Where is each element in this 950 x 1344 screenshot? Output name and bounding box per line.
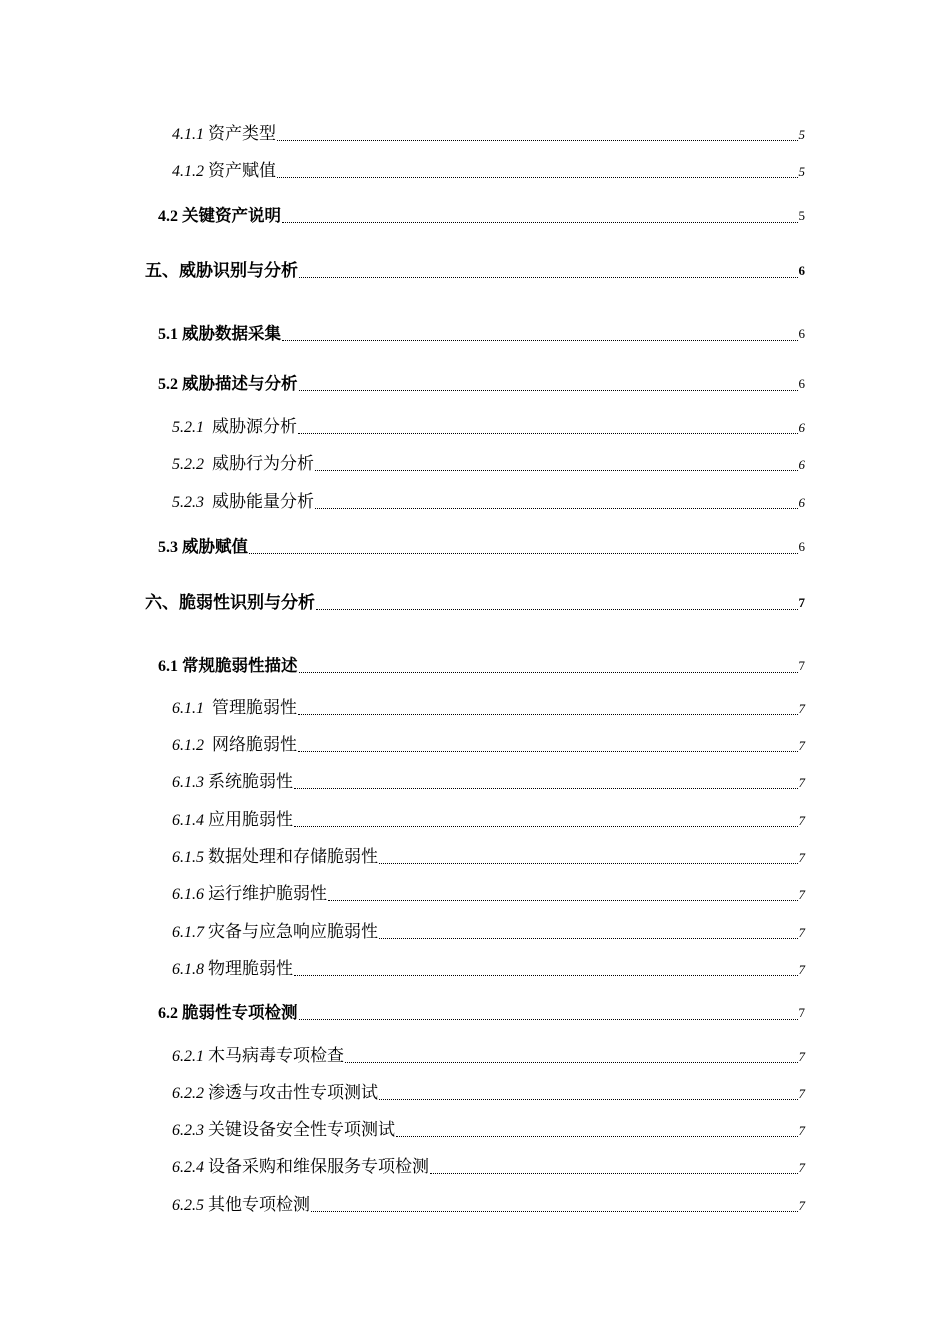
toc-entry-6-1[interactable] <box>158 654 805 676</box>
toc-number: 5.2 <box>158 376 182 393</box>
toc-entry-6-1-5[interactable] <box>172 845 805 867</box>
toc-leader <box>299 672 798 673</box>
toc-leader <box>396 1136 798 1137</box>
toc-entry-5-2-1[interactable] <box>172 415 805 437</box>
toc-page-number: 5 <box>798 127 805 142</box>
toc-page-number: 6 <box>798 376 805 391</box>
toc-page-number: 7 <box>798 1160 805 1175</box>
toc-entry-6-2-5[interactable] <box>172 1193 805 1215</box>
toc-entry-6-2[interactable] <box>158 1001 805 1023</box>
toc-number: 5.1 <box>158 326 182 343</box>
toc-entry-6-1-7[interactable] <box>172 920 805 942</box>
toc-title: 资产类型 <box>208 124 276 144</box>
toc-entry-6-2-2[interactable] <box>172 1081 805 1103</box>
toc-leader <box>294 788 798 789</box>
toc-number: 4.1.2 <box>172 163 208 180</box>
toc-number: 5.2.1 <box>172 419 212 436</box>
toc-leader <box>311 1211 798 1212</box>
toc-page-number: 6 <box>798 326 805 341</box>
toc-page-number: 5 <box>798 164 805 179</box>
toc-entry-5-3[interactable] <box>158 535 805 557</box>
toc-leader <box>294 975 798 976</box>
toc-leader <box>316 609 798 610</box>
toc-title: 常规脆弱性描述 <box>182 656 298 675</box>
toc-page-number: 7 <box>798 1049 805 1064</box>
toc-page-number: 7 <box>798 595 805 610</box>
toc-title: 应用脆弱性 <box>208 810 293 830</box>
toc-number: 6.1 <box>158 658 182 675</box>
toc-page-number: 6 <box>798 495 805 510</box>
toc-entry-6-1-1[interactable] <box>172 696 805 718</box>
toc-title: 系统脆弱性 <box>208 772 293 792</box>
toc-title: 管理脆弱性 <box>212 698 297 718</box>
toc-title: 威胁赋值 <box>182 537 248 556</box>
toc-page-number: 6 <box>798 263 805 278</box>
toc-entry-4-2[interactable] <box>158 204 805 226</box>
toc-entry-6-1-4[interactable] <box>172 808 805 830</box>
toc-page-number: 7 <box>798 658 805 673</box>
toc-entry-6-2-3[interactable] <box>172 1118 805 1140</box>
toc-leader <box>277 140 798 141</box>
toc-entry-5-1[interactable] <box>158 322 805 344</box>
toc-leader <box>379 1099 798 1100</box>
toc-number: 6.2.2 <box>172 1085 208 1102</box>
toc-number: 5.2.2 <box>172 456 212 473</box>
toc-page-number: 7 <box>798 738 805 753</box>
toc-leader <box>299 390 798 391</box>
toc-leader <box>345 1062 798 1063</box>
toc-title: 网络脆弱性 <box>212 735 297 755</box>
toc-number: 6.1.3 <box>172 774 208 791</box>
toc-leader <box>294 826 798 827</box>
toc-title: 脆弱性专项检测 <box>182 1003 298 1022</box>
toc-leader <box>277 177 798 178</box>
toc-title: 五、威胁识别与分析 <box>145 261 298 281</box>
toc-entry-chapter-5[interactable] <box>145 259 805 281</box>
toc-entry-6-2-1[interactable] <box>172 1044 805 1066</box>
toc-page-number: 7 <box>798 1123 805 1138</box>
toc-entry-4-1-2[interactable] <box>172 159 805 181</box>
toc-leader <box>249 553 798 554</box>
toc-title: 其他专项检测 <box>208 1195 310 1215</box>
toc-leader <box>299 277 798 278</box>
toc-number: 4.1.1 <box>172 126 208 143</box>
toc-title: 灾备与应急响应脆弱性 <box>208 922 378 942</box>
toc-leader <box>328 900 798 901</box>
toc-number: 6.1.7 <box>172 924 208 941</box>
toc-leader <box>430 1173 798 1174</box>
toc-leader <box>282 222 798 223</box>
toc-leader <box>298 433 798 434</box>
toc-number: 6.1.5 <box>172 849 208 866</box>
toc-leader <box>298 751 798 752</box>
toc-entry-6-2-4[interactable] <box>172 1155 805 1177</box>
toc-number: 6.1.6 <box>172 886 208 903</box>
toc-number: 6.2 <box>158 1005 182 1022</box>
toc-leader <box>298 714 798 715</box>
toc-number: 5.3 <box>158 539 182 556</box>
toc-title: 运行维护脆弱性 <box>208 884 327 904</box>
toc-number: 6.1.1 <box>172 700 212 717</box>
toc-title: 物理脆弱性 <box>208 959 293 979</box>
toc-page-number: 7 <box>798 775 805 790</box>
toc-page-number: 6 <box>798 420 805 435</box>
toc-number: 6.1.2 <box>172 737 212 754</box>
toc-entry-6-1-6[interactable] <box>172 882 805 904</box>
toc-leader <box>315 470 798 471</box>
toc-number: 4.2 <box>158 208 182 225</box>
toc-number: 6.2.4 <box>172 1159 208 1176</box>
toc-title: 威胁数据采集 <box>182 324 281 343</box>
toc-title: 木马病毒专项检查 <box>208 1046 344 1066</box>
toc-title: 威胁能量分析 <box>212 492 314 512</box>
toc-entry-6-1-2[interactable] <box>172 733 805 755</box>
toc-title: 威胁行为分析 <box>212 454 314 474</box>
toc-leader <box>299 1019 798 1020</box>
toc-page-number: 7 <box>798 1198 805 1213</box>
toc-page-number: 7 <box>798 925 805 940</box>
toc-title: 关键设备安全性专项测试 <box>208 1120 395 1140</box>
toc-leader <box>282 340 798 341</box>
toc-number: 6.1.4 <box>172 812 208 829</box>
toc-entry-5-2-3[interactable] <box>172 490 805 512</box>
toc-page-number: 6 <box>798 457 805 472</box>
toc-title: 资产赋值 <box>208 161 276 181</box>
toc-entry-chapter-6[interactable] <box>145 591 805 613</box>
toc-page-number: 7 <box>798 962 805 977</box>
toc-page-number: 5 <box>798 208 805 223</box>
toc-page-number: 7 <box>798 1005 805 1020</box>
toc-title: 渗透与攻击性专项测试 <box>208 1083 378 1103</box>
toc-page-number: 6 <box>798 539 805 554</box>
toc-page-number: 7 <box>798 1086 805 1101</box>
toc-title: 关键资产说明 <box>182 206 281 225</box>
toc-number: 6.2.1 <box>172 1048 208 1065</box>
toc-entry-5-2-2[interactable] <box>172 452 805 474</box>
toc-leader <box>379 938 798 939</box>
toc-number: 6.2.3 <box>172 1122 208 1139</box>
toc-number: 5.2.3 <box>172 494 212 511</box>
toc-title: 六、脆弱性识别与分析 <box>145 593 315 613</box>
toc-entry-4-1-1[interactable] <box>172 122 805 144</box>
toc-title: 设备采购和维保服务专项检测 <box>208 1157 429 1177</box>
toc-page-number: 7 <box>798 887 805 902</box>
toc-leader <box>379 863 798 864</box>
toc-entry-6-1-3[interactable] <box>172 770 805 792</box>
toc-page-number: 7 <box>798 850 805 865</box>
toc-page-number: 7 <box>798 813 805 828</box>
toc-title: 威胁描述与分析 <box>182 374 298 393</box>
toc-title: 数据处理和存储脆弱性 <box>208 847 378 867</box>
toc-entry-6-1-8[interactable] <box>172 957 805 979</box>
toc-number: 6.2.5 <box>172 1197 208 1214</box>
toc-entry-5-2[interactable] <box>158 372 805 394</box>
toc-leader <box>315 508 798 509</box>
toc-page-number: 7 <box>798 701 805 716</box>
toc-number: 6.1.8 <box>172 961 208 978</box>
toc-title: 威胁源分析 <box>212 417 297 437</box>
